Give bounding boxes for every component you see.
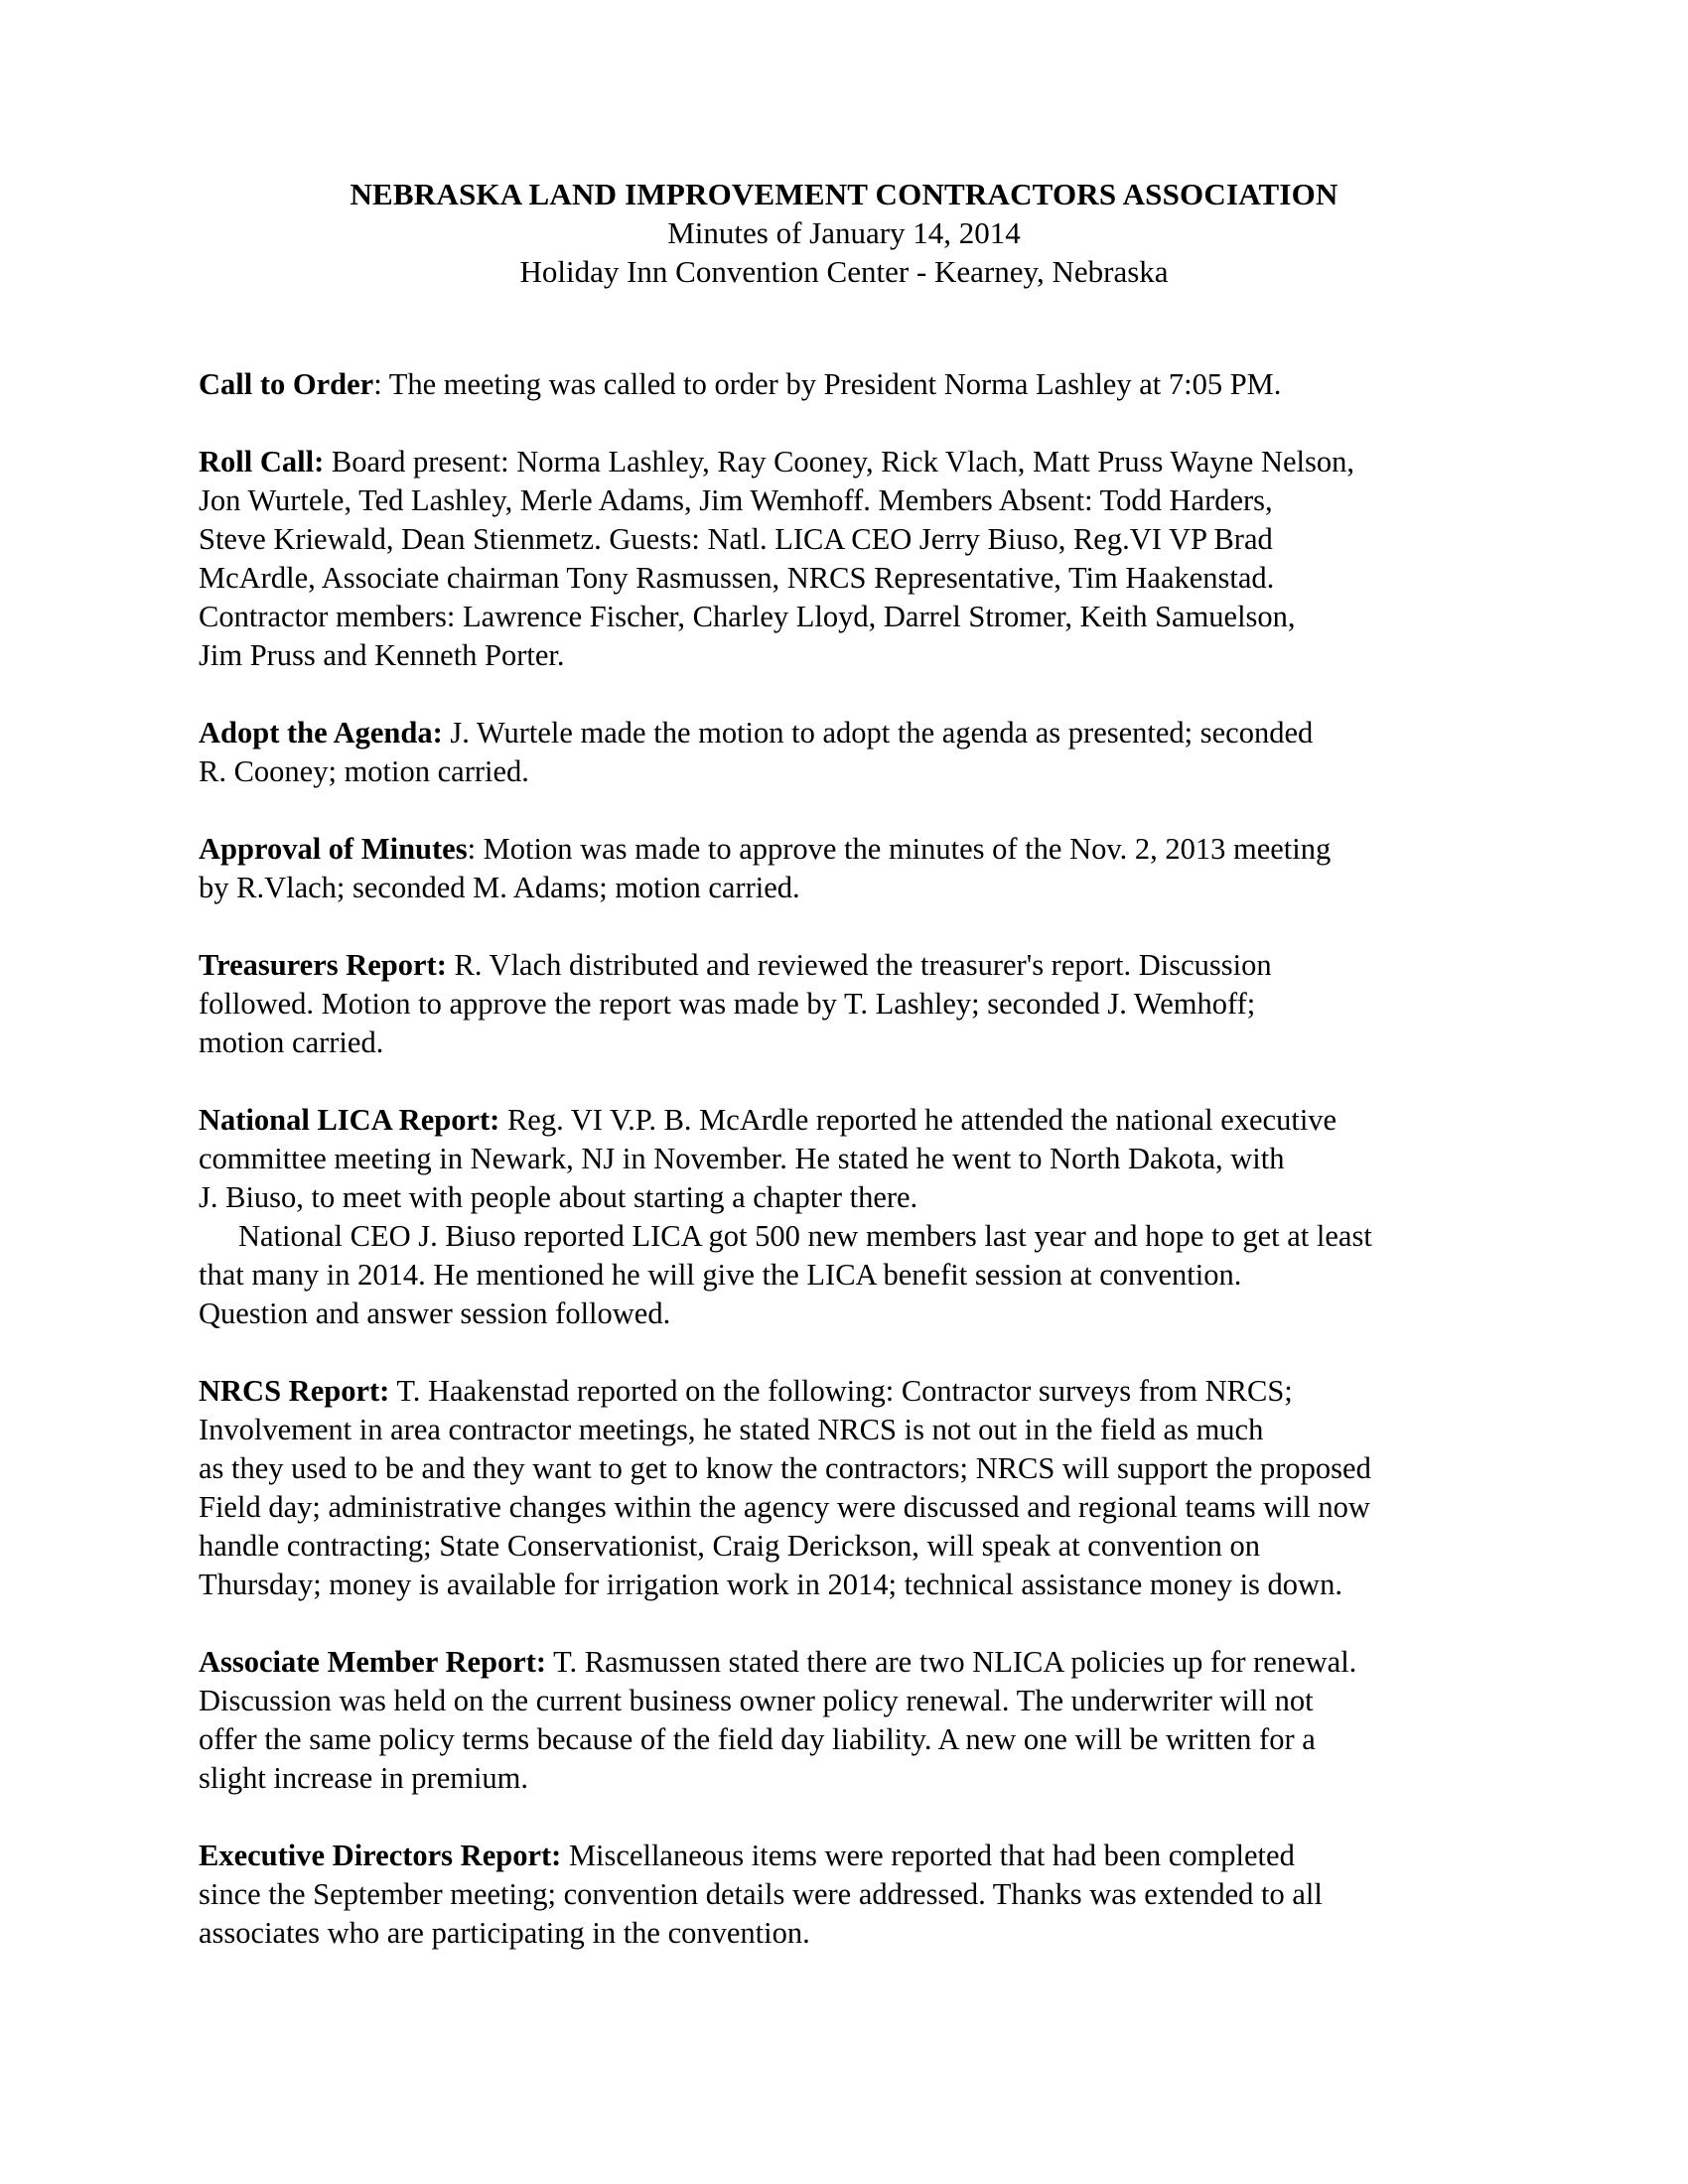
section-label: Associate Member Report: (199, 1645, 547, 1679)
document-header (0, 175, 1688, 291)
section-label: Executive Directors Report: (199, 1839, 562, 1872)
section-adopt-agenda (199, 714, 1519, 791)
paragraph-line: J. Biuso, to meet with people about starting a chapter there. (199, 1180, 918, 1214)
paragraph-line: Steve Kriewald, Dean Stienmetz. Guests: Natl. LICA CEO Jerry Biuso, Reg.VI VP Brad (199, 522, 1273, 556)
paragraph-line (199, 443, 1519, 481)
section-label: National LICA Report: (199, 1103, 500, 1137)
paragraph-line: handle contracting; State Conservationist, Craig Derickson, will speak at convention on (199, 1529, 1260, 1563)
paragraph-line: National CEO J. Biuso reported LICA got 500 new members last year and hope to get at least (238, 1219, 1372, 1253)
organization-title: NEBRASKA LAND IMPROVEMENT CONTRACTORS ASSOCIATION (350, 177, 1338, 211)
paragraph-text: T. Rasmussen stated there are two NLICA policies up for renewal. (546, 1645, 1357, 1679)
minutes-date: Minutes of January 14, 2014 (667, 215, 1021, 250)
paragraph-line: Question and answer session followed. (199, 1297, 671, 1330)
section-roll-call (199, 443, 1519, 675)
paragraph-text: Board present: Norma Lashley, Ray Cooney, Rick Vlach, Matt Pruss Wayne Nelson, (324, 445, 1354, 478)
paragraph-line: Jon Wurtele, Ted Lashley, Merle Adams, Jim Wemhoff. Members Absent: Todd Harders, (199, 483, 1273, 517)
section-approval-of-minutes (199, 830, 1519, 907)
paragraph-line: by R.Vlach; seconded M. Adams; motion carried. (199, 871, 800, 904)
paragraph-line: motion carried. (199, 1025, 384, 1059)
paragraph-line: Thursday; money is available for irrigation work in 2014; technical assistance money is down. (199, 1568, 1342, 1601)
minutes-body (199, 365, 1519, 1991)
section-associate-member-report (199, 1643, 1519, 1798)
section-label: NRCS Report: (199, 1374, 390, 1408)
section-executive-directors-report (199, 1837, 1519, 1953)
section-call-to-order (199, 365, 1519, 404)
paragraph-line: followed. Motion to approve the report was made by T. Lashley; seconded J. Wemhoff; (199, 987, 1256, 1021)
section-national-lica-report (199, 1101, 1519, 1333)
paragraph-line: Field day; administrative changes within the agency were discussed and regional teams will now (199, 1490, 1370, 1524)
section-label: Call to Order (199, 367, 374, 401)
paragraph-line (199, 1101, 1519, 1140)
paragraph-line: associates who are participating in the convention. (199, 1916, 810, 1950)
paragraph-line (199, 365, 1519, 404)
paragraph-text: : The meeting was called to order by President Norma Lashley at 7:05 PM. (373, 367, 1282, 401)
paragraph-line: Contractor members: Lawrence Fischer, Charley Lloyd, Darrel Stromer, Keith Samuelson, (199, 600, 1296, 633)
paragraph-text: : Motion was made to approve the minutes of the Nov. 2, 2013 meeting (467, 832, 1332, 866)
paragraph-line: as they used to be and they want to get to know the contractors; NRCS will support the proposed (199, 1451, 1371, 1485)
meeting-location: Holiday Inn Convention Center - Kearney, Nebraska (519, 254, 1169, 289)
paragraph-line: that many in 2014. He mentioned he will give the LICA benefit session at convention. (199, 1258, 1242, 1292)
paragraph-line: since the September meeting; convention details were addressed. Thanks was extended to all (199, 1877, 1323, 1911)
paragraph-line (199, 946, 1519, 985)
paragraph-line: McArdle, Associate chairman Tony Rasmussen, NRCS Representative, Tim Haakenstad. (199, 561, 1275, 595)
paragraph-line: slight increase in premium. (199, 1761, 529, 1795)
paragraph-line: Involvement in area contractor meetings, he stated NRCS is not out in the field as much (199, 1413, 1264, 1446)
paragraph-line (199, 714, 1519, 752)
section-label: Adopt the Agenda: (199, 716, 443, 750)
paragraph-line (199, 830, 1519, 869)
section-treasurers-report (199, 946, 1519, 1062)
paragraph-text: Miscellaneous items were reported that had been completed (561, 1839, 1295, 1872)
paragraph-line (199, 1372, 1519, 1411)
paragraph-text: J. Wurtele made the motion to adopt the agenda as presented; seconded (442, 716, 1314, 750)
section-label: Approval of Minutes (199, 832, 468, 866)
paragraph-line (199, 1837, 1519, 1875)
section-label: Treasurers Report: (199, 948, 447, 982)
paragraph-line: R. Cooney; motion carried. (199, 754, 529, 788)
paragraph-text: T. Haakenstad reported on the following: Contractor surveys from NRCS; (389, 1374, 1293, 1408)
paragraph-line (199, 1643, 1519, 1682)
section-nrcs-report (199, 1372, 1519, 1604)
paragraph-text: R. Vlach distributed and reviewed the treasurer's report. Discussion (446, 948, 1272, 982)
paragraph-text: Reg. VI V.P. B. McArdle reported he attended the national executive (499, 1103, 1337, 1137)
paragraph-line: Discussion was held on the current business owner policy renewal. The underwriter will not (199, 1684, 1314, 1717)
paragraph-line: offer the same policy terms because of the field day liability. A new one will be written for a (199, 1722, 1316, 1756)
paragraph-line: committee meeting in Newark, NJ in November. He stated he went to North Dakota, with (199, 1142, 1285, 1175)
paragraph-line: Jim Pruss and Kenneth Porter. (199, 638, 565, 672)
section-label: Roll Call: (199, 445, 325, 478)
